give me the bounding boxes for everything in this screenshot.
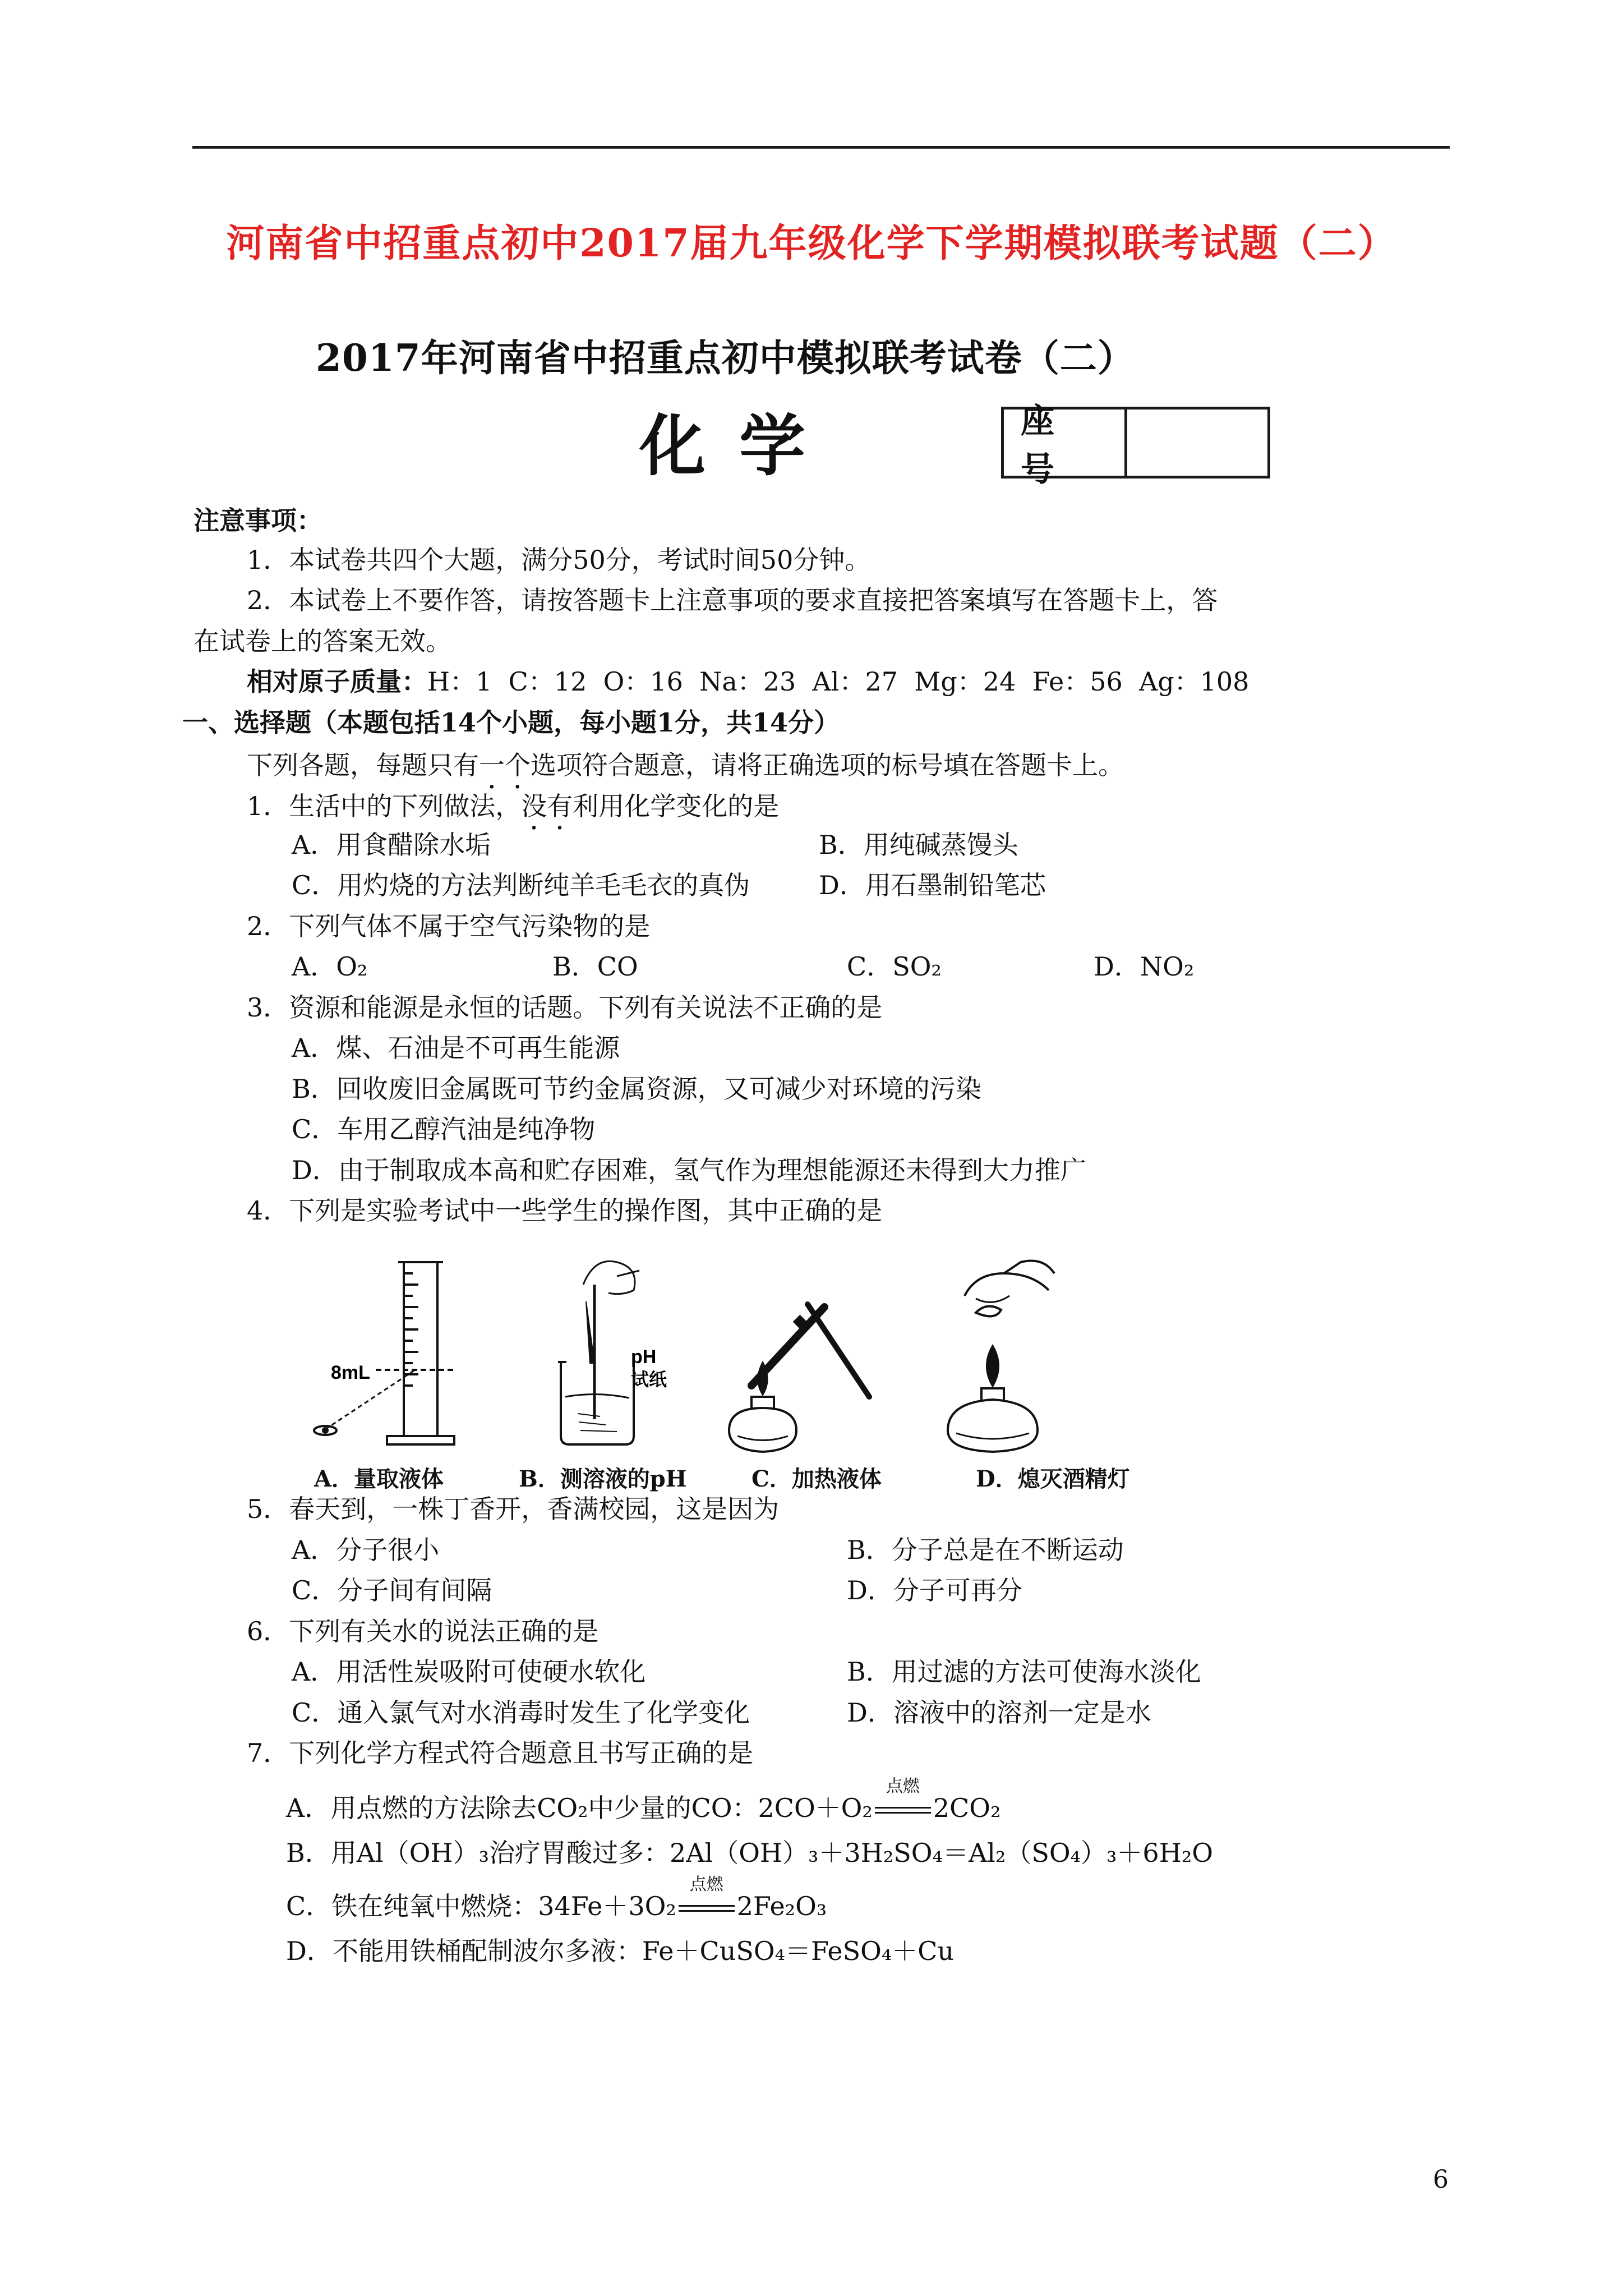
q4-figures	[303, 1251, 1166, 1475]
q5-stem: 5．春天到，一株丁香开，香满校园，这是因为	[247, 1494, 780, 1524]
notes-heading: 注意事项：	[193, 505, 322, 536]
q7-stem: 7．下列化学方程式符合题意且书写正确的是	[247, 1738, 754, 1768]
subject-title: 化学	[639, 407, 840, 485]
q5-option-c: C．分子间有间隔	[292, 1575, 492, 1605]
q7-option-a	[286, 1777, 1001, 1823]
q1-stem-a: 1．生活中的下列做法，	[247, 791, 522, 821]
instruction-emphasis: 一个	[479, 750, 531, 780]
q7-a-condition	[873, 1777, 933, 1821]
q1-option-b: B．用纯碱蒸馒头	[819, 830, 1018, 860]
q2-option-a: A．O₂	[292, 951, 368, 982]
q1-option-a: A．用食醋除水垢	[292, 830, 491, 860]
q1-emphasis: 没有	[521, 791, 573, 821]
q3-option-d: D．由于制取成本高和贮存困难，氢气作为理想能源还未得到大力推广	[292, 1155, 1086, 1185]
alcohol-lamp-icon	[948, 1261, 1054, 1452]
note-2-line-2: 在试卷上的答案无效。	[193, 626, 451, 656]
q7-a-text: A．用点燃的方法除去CO₂中少量的CO：2CO＋O₂	[286, 1793, 873, 1823]
q6-stem: 6．下列有关水的说法正确的是	[247, 1616, 599, 1646]
q7-option-d: D．不能用铁桶配制波尔多液：Fe＋CuSO₄＝FeSO₄＋Cu	[286, 1936, 955, 1966]
q7-a-product: 2CO₂	[933, 1793, 1001, 1823]
q4-caption-a: A．量取液体	[314, 1466, 444, 1492]
q1-stem	[247, 791, 779, 836]
q7-c-condition	[676, 1875, 737, 1919]
q4-caption-d: D．熄灭酒精灯	[976, 1466, 1130, 1492]
q6-option-b: B．用过滤的方法可使海水淡化	[847, 1657, 1201, 1687]
atomic-mass-values: H：1 C：12 O：16 Na：23 Al：27 Mg：24 Fe：56 Ag：108	[427, 666, 1249, 697]
q7-c-product: 2Fe₂O₃	[736, 1891, 827, 1921]
seat-label: 座号	[1004, 409, 1127, 476]
q4-caption-b: B．测溶液的pH	[519, 1466, 687, 1492]
atomic-mass-label: 相对原子质量：	[247, 666, 427, 697]
top-rule	[192, 146, 1450, 149]
graduated-cylinder-icon	[314, 1262, 454, 1444]
q1-option-c: C．用灼烧的方法判断纯羊毛毛衣的真伪	[292, 870, 750, 900]
q3-stem: 3．资源和能源是永恒的话题。下列有关说法不正确的是	[247, 992, 883, 1023]
heating-test-tube-icon	[729, 1304, 869, 1452]
label-test-paper: 试纸	[631, 1369, 667, 1389]
q2-stem: 2．下列气体不属于空气污染物的是	[247, 911, 651, 941]
note-1: 1．本试卷共四个大题，满分50分，考试时间50分钟。	[247, 545, 871, 575]
equals-sign-icon	[875, 1807, 931, 1814]
seat-number-field[interactable]	[1127, 409, 1267, 476]
q7-option-b: B．用Al（OH）₃治疗胃酸过多：2Al（OH）₃＋3H₂SO₄＝Al₂（SO₄）₃＋6H₂O	[286, 1838, 1213, 1868]
q4-caption-c: C．加热液体	[751, 1466, 882, 1492]
page-number: 6	[1433, 2165, 1449, 2194]
q1-option-d: D．用石墨制铅笔芯	[819, 870, 1046, 900]
q5-option-a: A．分子很小	[292, 1535, 440, 1565]
q7-c-text: C．铁在纯氧中燃烧：34Fe＋3O₂	[286, 1891, 676, 1921]
note-2-line-1: 2．本试卷上不要作答，请按答题卡上注意事项的要求直接把答案填写在答题卡上，答	[247, 585, 1218, 615]
label-ph: pH	[631, 1346, 657, 1368]
section-1-instruction	[247, 750, 1124, 795]
equals-sign-icon	[679, 1905, 735, 1912]
q6-option-c: C．通入氯气对水消毒时发生了化学变化	[292, 1697, 750, 1728]
q6-option-a: A．用活性炭吸附可使硬水软化	[292, 1657, 646, 1687]
section-1-heading: 一、选择题（本题包括14个小题，每小题1分，共14分）	[182, 707, 840, 738]
label-8ml: 8mL	[331, 1362, 370, 1383]
q3-option-b: B．回收废旧金属既可节约金属资源，又可减少对环境的污染	[292, 1074, 981, 1104]
document-title: 河南省中招重点初中2017届九年级化学下学期模拟联考试题（二）	[226, 221, 1397, 266]
q3-option-a: A．煤、石油是不可再生能源	[292, 1033, 620, 1063]
beaker-ph-icon	[558, 1261, 639, 1444]
q7-c-condition-label: 点燃	[689, 1875, 723, 1894]
instruction-part-a: 下列各题，每题只有	[247, 750, 479, 780]
q6-option-d: D．溶液中的溶剂一定是水	[847, 1697, 1151, 1728]
q5-option-b: B．分子总是在不断运动	[847, 1535, 1124, 1565]
q4-stem: 4．下列是实验考试中一些学生的操作图，其中正确的是	[247, 1195, 883, 1226]
q7-option-c	[286, 1875, 827, 1921]
q2-option-b: B．CO	[552, 951, 638, 982]
q1-stem-b: 利用化学变化的是	[573, 791, 780, 821]
instruction-part-b: 选项符合题意，请将正确选项的标号填在答题卡上。	[531, 750, 1124, 780]
q3-option-c: C．车用乙醇汽油是纯净物	[292, 1114, 596, 1144]
atomic-mass-line	[247, 666, 1249, 697]
q2-option-d: D．NO₂	[1094, 951, 1195, 982]
q7-a-condition-label: 点燃	[886, 1777, 920, 1796]
q2-option-c: C．SO₂	[847, 951, 942, 982]
exam-title: 2017年河南省中招重点初中模拟联考试卷（二）	[316, 336, 1135, 380]
q5-option-d: D．分子可再分	[847, 1575, 1022, 1605]
seat-number-box	[1001, 402, 1270, 489]
